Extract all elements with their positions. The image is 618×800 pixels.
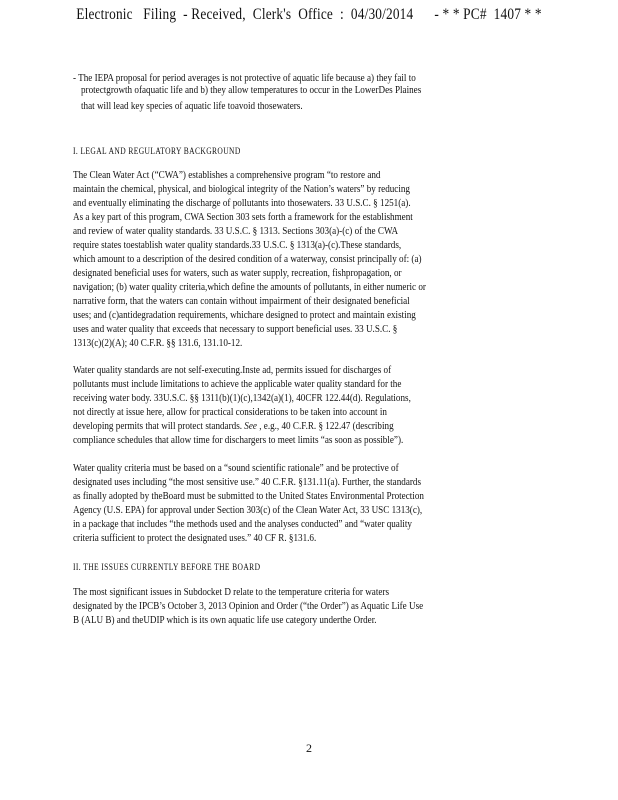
para1-line: and review of water quality standards. 33 U.S.C. § 1313. Sections 303(a)-(c) of the CWA <box>73 226 399 237</box>
para2-line: receiving water body. 33U.S.C. §§ 1311(b)(1)(c),1342(a)(1), 40CFR 122.44(d). Regulations, <box>73 393 411 404</box>
para2-text: developing permits that will protect standards. <box>73 421 243 432</box>
para3-line: designated uses including “the most sensitive use.” 40 C.F.R. §131.11(a). Further, the standards <box>73 477 422 488</box>
para1-line: The Clean Water Act (“CWA”) establishes a comprehensive program “to restore and <box>73 170 381 181</box>
para2-line: not directly at issue here, allow for practical considerations to be taken into account in <box>73 407 387 418</box>
para1-line: navigation; (b) water quality criteria,which define the amounts of pollutants, in either numeric or <box>73 282 426 293</box>
para1-line: 1313(c)(2)(A); 40 C.F.R. §§ 131.6, 131.10-12. <box>73 338 243 349</box>
para1-line: designated beneficial uses for waters, such as water supply, recreation, fishpropagation, or <box>73 268 402 279</box>
para2-line: pollutants must include limitations to achieve the applicable water quality standard for the <box>73 379 402 390</box>
para2-line: compliance schedules that allow time for dischargers to meet limits “as soon as possible”). <box>73 435 404 446</box>
para1-line: which amount to a description of the desired condition of a waterway, consist principally of: (a) <box>73 254 422 265</box>
para3-line: as finally adopted by theBoard must be submitted to the United States Environmental Protection <box>73 491 424 502</box>
bullet-line-3: that will lead key species of aquatic life toavoid thosewaters. <box>81 101 303 112</box>
para2-citation: , e.g., 40 C.F.R. § 122.47 (describing <box>256 421 394 432</box>
para4-line: B (ALU B) and theUDIP which is its own aquatic life use category underthe Order. <box>73 615 377 626</box>
para1-line: and eventually eliminating the discharge of pollutants into thosewaters. 33 U.S.C. § 1251(a). <box>73 198 411 209</box>
page-number: 2 <box>306 741 312 755</box>
para2-line: Water quality standards are not self-executing.Inste ad, permits issued for discharges of <box>73 365 392 376</box>
section-heading-legal-background: I. LEGAL AND REGULATORY BACKGROUND <box>73 147 241 157</box>
para4-line: designated by the IPCB’s October 3, 2013 Opinion and Order (“the Order”) as Aquatic Life Use <box>73 601 424 612</box>
para1-line: As a key part of this program, CWA Section 303 sets forth a framework for the establishment <box>73 212 413 223</box>
para1-line: uses and water quality that exceeds that necessary to support beneficial uses. 33 U.S.C. § <box>73 324 398 335</box>
para3-line: Water quality criteria must be based on a “sound scientific rationale” and be protective of <box>73 463 399 474</box>
section-heading-issues-before-board: II. THE ISSUES CURRENTLY BEFORE THE BOARD <box>73 563 261 573</box>
para1-line: maintain the chemical, physical, and biological integrity of the Nation’s waters” by reducing <box>73 184 410 195</box>
para4-line: The most significant issues in Subdocket D relate to the temperature criteria for waters <box>73 587 389 598</box>
bullet-line-1: - The IEPA proposal for period averages is not protective of aquatic life because a) they fail to <box>73 73 416 84</box>
para3-line: Agency (U.S. EPA) for approval under Section 303(c) of the Clean Water Act, 33 USC 1313(c), <box>73 505 423 516</box>
para2-line <box>73 421 394 433</box>
para1-line: uses; and (c)antidegradation requirements, whichare designed to protect and maintain existing <box>73 310 416 321</box>
para3-line: criteria sufficient to protect the designated uses.” 40 CF R. §131.6. <box>73 533 317 544</box>
bullet-line-2: protectgrowth ofaquatic life and b) they allow temperatures to occur in the LowerDes Plaines <box>81 85 422 96</box>
filing-header: Electronic Filing - Received, Clerk's Office : 04/30/2014 - * * PC# 1407 * * <box>76 6 542 23</box>
para1-line: narrative form, that the waters can contain without impairment of their designated beneficial <box>73 296 410 307</box>
see-citation-signal: See <box>244 421 257 432</box>
para1-line: require states toestablish water quality standards.33 U.S.C. § 1313(a)-(c).These standards, <box>73 240 402 251</box>
para3-line: in a package that includes “the methods used and the analyses conducted” and “water quality <box>73 519 413 530</box>
